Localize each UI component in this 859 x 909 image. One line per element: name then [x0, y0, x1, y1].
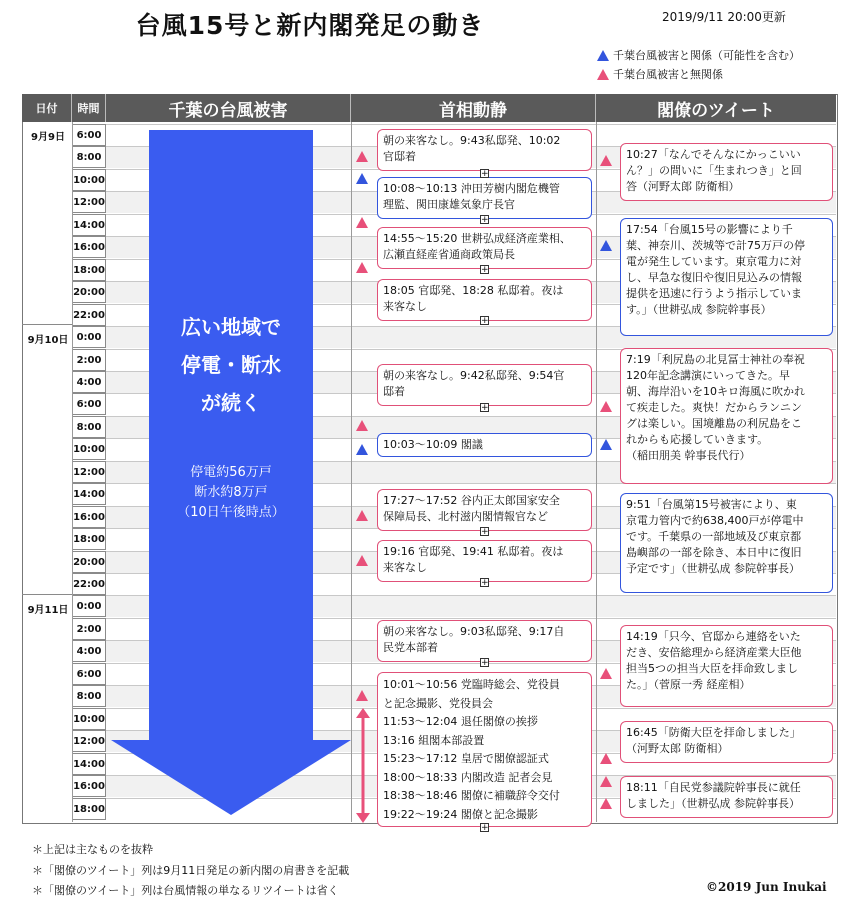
- card-line: しました」（世耕弘成 参院幹事長）: [626, 797, 800, 810]
- blue-triangle-icon: [356, 173, 368, 184]
- card-line: 9:51「台風第15号被害により、東: [626, 498, 797, 511]
- pm-event-card: [377, 489, 592, 531]
- card-line: と記念撮影、党役員会: [383, 696, 493, 710]
- card-line: グは楽しい。国境離島の利尻島をこ: [626, 417, 802, 430]
- card-line: た。」（菅原一秀 経産相）: [626, 678, 751, 691]
- tweet-card: [620, 625, 833, 707]
- pm-event-card-appointment-day: [377, 672, 592, 827]
- pink-triangle-icon: [356, 151, 368, 162]
- time-cell: 4:00: [72, 371, 106, 393]
- header-date: 日付: [22, 94, 72, 122]
- pink-triangle-icon: [600, 155, 612, 166]
- time-cell: 16:00: [72, 775, 106, 797]
- time-cell: 10:00: [72, 438, 106, 460]
- card-line: ん？」の問いに「生まれつき」と回: [626, 164, 802, 177]
- card-line: 理監、関田康雄気象庁長官: [383, 198, 515, 211]
- typhoon-headline: [150, 308, 312, 422]
- column-divider: [351, 122, 352, 822]
- time-cell: 8:00: [72, 146, 106, 168]
- pm-event-card: [377, 129, 592, 171]
- card-line: 保障局長、北村滋内閣情報官など: [383, 510, 548, 523]
- pink-triangle-icon: [600, 776, 612, 787]
- card-line: 京電力管内で約638,400戸が停電中: [626, 514, 804, 527]
- card-line: 17:54「台風15号の影響により千: [626, 223, 793, 236]
- pm-event-card: [377, 177, 592, 219]
- pink-triangle-icon: [600, 401, 612, 412]
- card-line: 提供を迅速に行うよう指示していま: [626, 287, 802, 300]
- tweet-card: [620, 348, 833, 484]
- card-line: 葉、神奈川、茨城等で計75万戸の停: [626, 239, 805, 252]
- time-cell: 18:00: [72, 259, 106, 281]
- card-line: 来客なし: [383, 300, 427, 313]
- time-cell: 10:00: [72, 708, 106, 730]
- typhoon-detail-line: 断水約8万戸: [194, 485, 268, 500]
- pink-triangle-icon: [600, 798, 612, 809]
- card-line: 電が発生しています。東京電力に対: [626, 255, 802, 268]
- time-cell: 16:00: [72, 236, 106, 258]
- card-line: だき、安倍総理から経済産業大臣他: [626, 646, 802, 659]
- card-line: す。」（世耕弘成 参院幹事長）: [626, 303, 772, 316]
- card-line: 予定です」（世耕弘成 参院幹事長）: [626, 562, 800, 575]
- time-cell: 6:00: [72, 393, 106, 415]
- legend-item-unrelated: [597, 66, 723, 82]
- date-label: 9月10日: [27, 335, 69, 346]
- footnote: ＊上記は主なものを抜粋: [32, 843, 153, 856]
- legend-label: 千葉台風被害と関係（可能性を含む）: [613, 49, 800, 62]
- time-cell: 22:00: [72, 304, 106, 326]
- copyright: ©2019 Jun Inukai: [706, 880, 827, 894]
- card-line: 担当5つの担当大臣を拝命致しまし: [626, 662, 798, 675]
- expand-icon[interactable]: +: [481, 215, 489, 225]
- time-cell: 22:00: [72, 573, 106, 595]
- time-cell: 12:00: [72, 730, 106, 752]
- legend-item-related: [597, 47, 800, 63]
- time-cell: 18:00: [72, 528, 106, 550]
- time-cell: 16:00: [72, 506, 106, 528]
- time-cell: 0:00: [72, 326, 106, 348]
- card-line: て疾走した。爽快！だからランニン: [626, 401, 802, 414]
- expand-icon[interactable]: +: [481, 658, 489, 668]
- tweet-card: [620, 493, 833, 593]
- time-cell: 12:00: [72, 191, 106, 213]
- typhoon-detail-line: 停電約56万戸: [190, 465, 272, 480]
- pm-event-card: [377, 540, 592, 582]
- card-line: 官邸着: [383, 150, 416, 163]
- card-line: です。千葉県の一部地域及び東京都: [626, 530, 802, 543]
- card-line: 朝の来客なし。9:03私邸発、9:17自: [383, 625, 565, 638]
- pm-event-card: [377, 227, 592, 269]
- typhoon-headline-line: が続く: [201, 391, 261, 415]
- card-line: 13:16 組閣本部設置: [383, 733, 485, 747]
- time-cell: 14:00: [72, 483, 106, 505]
- updated-timestamp: 2019/9/11 20:00更新: [662, 10, 786, 24]
- card-line: れからも応援していきます。: [626, 433, 769, 446]
- time-cell: 4:00: [72, 640, 106, 662]
- page-title: 台風15号と新内閣発足の動き: [135, 11, 485, 40]
- typhoon-headline-line: 広い地域で: [181, 315, 281, 339]
- card-line: 16:45「防衛大臣を拝命しました」: [626, 726, 801, 739]
- card-line: 答（河野太郎 防衛相）: [626, 180, 740, 193]
- card-line: 民党本部着: [383, 641, 438, 654]
- card-line: 10:01〜10:56 党臨時総会、党役員: [383, 678, 560, 691]
- card-line: 17:27〜17:52 谷内正太郎国家安全: [383, 494, 560, 507]
- pink-triangle-icon: [600, 668, 612, 679]
- blue-triangle-icon: [600, 240, 612, 251]
- pm-event-card: [377, 620, 592, 662]
- time-cell: 18:00: [72, 798, 106, 820]
- tweet-card: [620, 143, 833, 201]
- card-line: 18:05 官邸発、18:28 私邸着。夜は: [383, 284, 564, 297]
- time-cell: 8:00: [72, 416, 106, 438]
- tweet-card: [620, 776, 833, 818]
- time-cell: 2:00: [72, 618, 106, 640]
- tweet-card: [620, 721, 833, 763]
- card-line: （河野太郎 防衛相）: [626, 742, 729, 755]
- pink-triangle-icon: [356, 262, 368, 273]
- pink-triangle-icon: [356, 217, 368, 228]
- blue-triangle-icon: [597, 50, 609, 61]
- column-divider: [72, 122, 73, 822]
- expand-icon[interactable]: +: [481, 169, 489, 179]
- header-typhoon: 千葉の台風被害: [106, 94, 351, 122]
- expand-icon[interactable]: +: [481, 527, 489, 537]
- card-line: 19:22〜19:24 閣僚と記念撮影: [383, 807, 538, 821]
- pm-event-card: [377, 279, 592, 321]
- header-tweets: 閣僚のツイート: [657, 100, 775, 121]
- time-cell: 8:00: [72, 685, 106, 707]
- typhoon-details: [150, 463, 312, 523]
- pm-event-card: [377, 364, 592, 406]
- time-cell: 20:00: [72, 551, 106, 573]
- footnote: ＊「閣僚のツイート」列は台風情報の単なるリツイートは省く: [32, 884, 339, 897]
- card-line: 島嶼部の一部を除き、本日中に復旧: [626, 546, 802, 559]
- pink-triangle-icon: [356, 420, 368, 431]
- card-line: 7:19「利尻島の北見冨士神社の奉祝: [626, 353, 805, 366]
- card-line: （稲田朋美 幹事長代行）: [626, 449, 751, 462]
- card-line: 18:11「自民党参議院幹事長に就任: [626, 781, 801, 794]
- card-line: 広瀬直経産省通商政策局長: [383, 248, 515, 261]
- pink-triangle-icon: [597, 69, 609, 80]
- span-double-arrow: [356, 708, 370, 823]
- time-cell: 0:00: [72, 595, 106, 617]
- pink-triangle-icon: [356, 510, 368, 521]
- card-line: 14:19「只今、官邸から連絡をいた: [626, 630, 801, 643]
- expand-icon[interactable]: +: [481, 316, 489, 326]
- header-time: 時間: [72, 94, 106, 122]
- tweet-card: [620, 218, 833, 336]
- card-line: 来客なし: [383, 561, 427, 574]
- card-line: 19:16 官邸発、19:41 私邸着。夜は: [383, 545, 564, 558]
- card-line: 10:08〜10:13 沖田芳樹内閣危機管: [383, 182, 560, 195]
- expand-icon[interactable]: +: [481, 265, 489, 275]
- pink-triangle-icon: [356, 555, 368, 566]
- card-line: 15:23〜17:12 皇居で閣僚認証式: [383, 752, 549, 765]
- date-label: 9月9日: [31, 132, 65, 143]
- expand-icon[interactable]: +: [481, 823, 489, 833]
- card-line: 10:27「なんでそんなにかっこいい: [626, 148, 801, 161]
- day-divider: [22, 594, 72, 595]
- header-pm: 首相動静: [351, 94, 596, 122]
- card-line: 10:03〜10:09 閣議: [383, 438, 483, 451]
- legend-label: 千葉台風被害と無関係: [613, 68, 723, 81]
- day-divider: [22, 324, 72, 325]
- expand-icon[interactable]: +: [481, 403, 489, 413]
- time-cell: 14:00: [72, 753, 106, 775]
- card-line: 邸着: [383, 385, 405, 398]
- time-cell: 6:00: [72, 663, 106, 685]
- time-cell: 6:00: [72, 124, 106, 146]
- time-cell: 12:00: [72, 461, 106, 483]
- date-label: 9月11日: [27, 605, 69, 616]
- time-cell: 14:00: [72, 214, 106, 236]
- blue-triangle-icon: [600, 439, 612, 450]
- card-line: 朝の来客なし。9:43私邸発、10:02: [383, 134, 561, 147]
- footnote: ＊「閣僚のツイート」列は9月11日発足の新内閣の肩書きを記載: [32, 864, 350, 877]
- column-divider: [596, 122, 597, 822]
- pink-triangle-icon: [600, 753, 612, 764]
- typhoon-headline-line: 停電・断水: [181, 353, 281, 377]
- card-line: 18:00〜18:33 内閣改造 記者会見: [383, 770, 553, 784]
- card-line: 14:55〜15:20 世耕弘成経済産業相、: [383, 232, 571, 245]
- card-line: 朝、海岸沿いを10キロ海風に吹かれ: [626, 385, 805, 398]
- expand-icon[interactable]: +: [481, 578, 489, 588]
- blue-triangle-icon: [356, 444, 368, 455]
- pink-triangle-icon: [356, 690, 368, 701]
- pm-event-card: [377, 433, 592, 457]
- card-line: 朝の来客なし。9:42私邸発、9:54官: [383, 369, 565, 382]
- time-cell: 2:00: [72, 349, 106, 371]
- card-line: し、早急な復旧や復旧見込みの情報: [626, 271, 802, 284]
- time-cell: 20:00: [72, 281, 106, 303]
- typhoon-detail-line: （10日午後時点）: [177, 505, 285, 520]
- card-line: 18:38〜18:46 閣僚に補職辞令交付: [383, 789, 560, 802]
- card-line: 11:53〜12:04 退任閣僚の挨拶: [383, 715, 538, 728]
- time-cell: 10:00: [72, 169, 106, 191]
- card-line: 120年記念講演にいってきた。早: [626, 369, 790, 382]
